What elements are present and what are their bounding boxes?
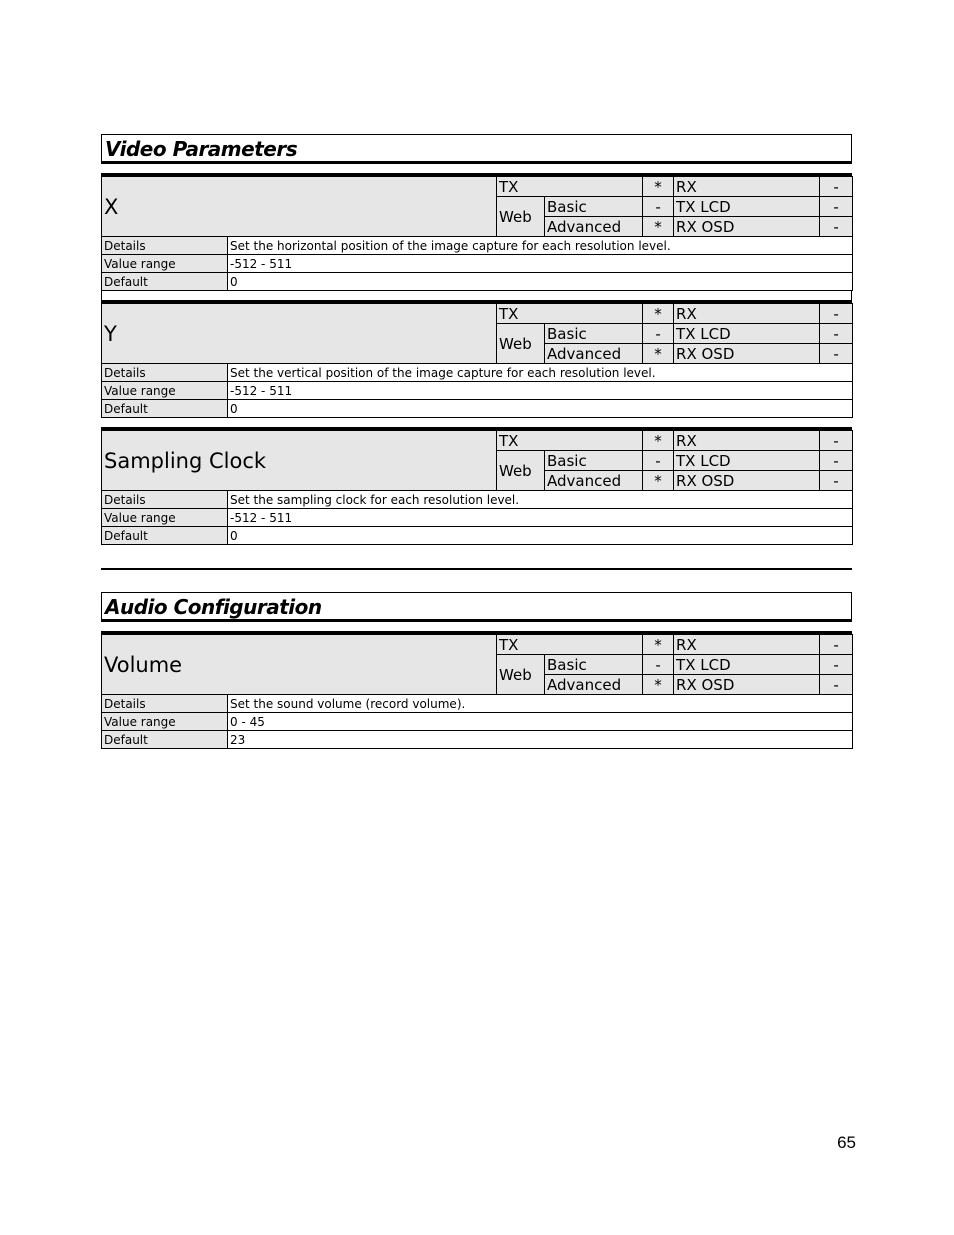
web-label: Web (497, 451, 545, 491)
rxosd-mark: - (820, 471, 853, 491)
rxosd-label: RX OSD (674, 217, 820, 237)
details-label: Details (102, 237, 228, 255)
advanced-label: Advanced (545, 217, 643, 237)
tx-label: TX (497, 431, 643, 451)
range-label: Value range (102, 255, 228, 273)
tx-mark: * (643, 177, 674, 197)
param-table-y (101, 303, 853, 418)
advanced-mark: * (643, 344, 674, 364)
default-value: 0 (228, 273, 853, 291)
param-table-sampling-clock (101, 430, 853, 545)
details-label: Details (102, 695, 228, 713)
section-title: Audio Configuration (101, 592, 852, 620)
default-value: 23 (228, 731, 853, 749)
tx-label: TX (497, 635, 643, 655)
param-name: Y (102, 304, 497, 364)
basic-label: Basic (545, 655, 643, 675)
page-number: 65 (837, 1133, 856, 1152)
range-value: -512 - 511 (228, 509, 853, 527)
details-value: Set the vertical position of the image capture for each resolution level. (228, 364, 853, 382)
range-value: -512 - 511 (228, 382, 853, 400)
range-label: Value range (102, 509, 228, 527)
default-label: Default (102, 731, 228, 749)
web-label: Web (497, 197, 545, 237)
rxosd-mark: - (820, 344, 853, 364)
txlcd-mark: - (820, 197, 853, 217)
rx-mark: - (820, 304, 853, 324)
rx-label: RX (674, 431, 820, 451)
rxosd-label: RX OSD (674, 675, 820, 695)
advanced-label: Advanced (545, 344, 643, 364)
param-gap (101, 291, 852, 300)
rx-mark: - (820, 431, 853, 451)
param-name: Volume (102, 635, 497, 695)
range-label: Value range (102, 713, 228, 731)
details-label: Details (102, 491, 228, 509)
default-value: 0 (228, 400, 853, 418)
param-name: X (102, 177, 497, 237)
basic-mark: - (643, 324, 674, 344)
txlcd-label: TX LCD (674, 324, 820, 344)
details-value: Set the horizontal position of the image capture for each resolution level. (228, 237, 853, 255)
rxosd-label: RX OSD (674, 471, 820, 491)
param-gap (101, 418, 852, 427)
details-value: Set the sound volume (record volume). (228, 695, 853, 713)
advanced-label: Advanced (545, 471, 643, 491)
rx-label: RX (674, 304, 820, 324)
tx-mark: * (643, 635, 674, 655)
txlcd-label: TX LCD (674, 197, 820, 217)
txlcd-mark: - (820, 324, 853, 344)
details-label: Details (102, 364, 228, 382)
tx-label: TX (497, 304, 643, 324)
param-table-x (101, 176, 853, 291)
rxosd-mark: - (820, 675, 853, 695)
tx-label: TX (497, 177, 643, 197)
range-value: -512 - 511 (228, 255, 853, 273)
rx-mark: - (820, 177, 853, 197)
audio-configuration-section (101, 592, 852, 749)
details-value: Set the sampling clock for each resolution level. (228, 491, 853, 509)
txlcd-label: TX LCD (674, 451, 820, 471)
web-label: Web (497, 324, 545, 364)
basic-mark: - (643, 451, 674, 471)
default-value: 0 (228, 527, 853, 545)
tx-mark: * (643, 431, 674, 451)
section-title: Video Parameters (101, 134, 852, 162)
advanced-label: Advanced (545, 675, 643, 695)
section-bottom-rule (101, 568, 852, 570)
param-name: Sampling Clock (102, 431, 497, 491)
rxosd-label: RX OSD (674, 344, 820, 364)
tx-mark: * (643, 304, 674, 324)
advanced-mark: * (643, 675, 674, 695)
txlcd-mark: - (820, 451, 853, 471)
default-label: Default (102, 273, 228, 291)
advanced-mark: * (643, 217, 674, 237)
advanced-mark: * (643, 471, 674, 491)
basic-label: Basic (545, 324, 643, 344)
txlcd-mark: - (820, 655, 853, 675)
web-label: Web (497, 655, 545, 695)
rx-label: RX (674, 177, 820, 197)
rxosd-mark: - (820, 217, 853, 237)
rx-mark: - (820, 635, 853, 655)
basic-mark: - (643, 197, 674, 217)
range-value: 0 - 45 (228, 713, 853, 731)
video-parameters-section (101, 134, 852, 545)
param-table-volume (101, 634, 853, 749)
txlcd-label: TX LCD (674, 655, 820, 675)
default-label: Default (102, 400, 228, 418)
rx-label: RX (674, 635, 820, 655)
range-label: Value range (102, 382, 228, 400)
basic-label: Basic (545, 197, 643, 217)
default-label: Default (102, 527, 228, 545)
basic-mark: - (643, 655, 674, 675)
basic-label: Basic (545, 451, 643, 471)
